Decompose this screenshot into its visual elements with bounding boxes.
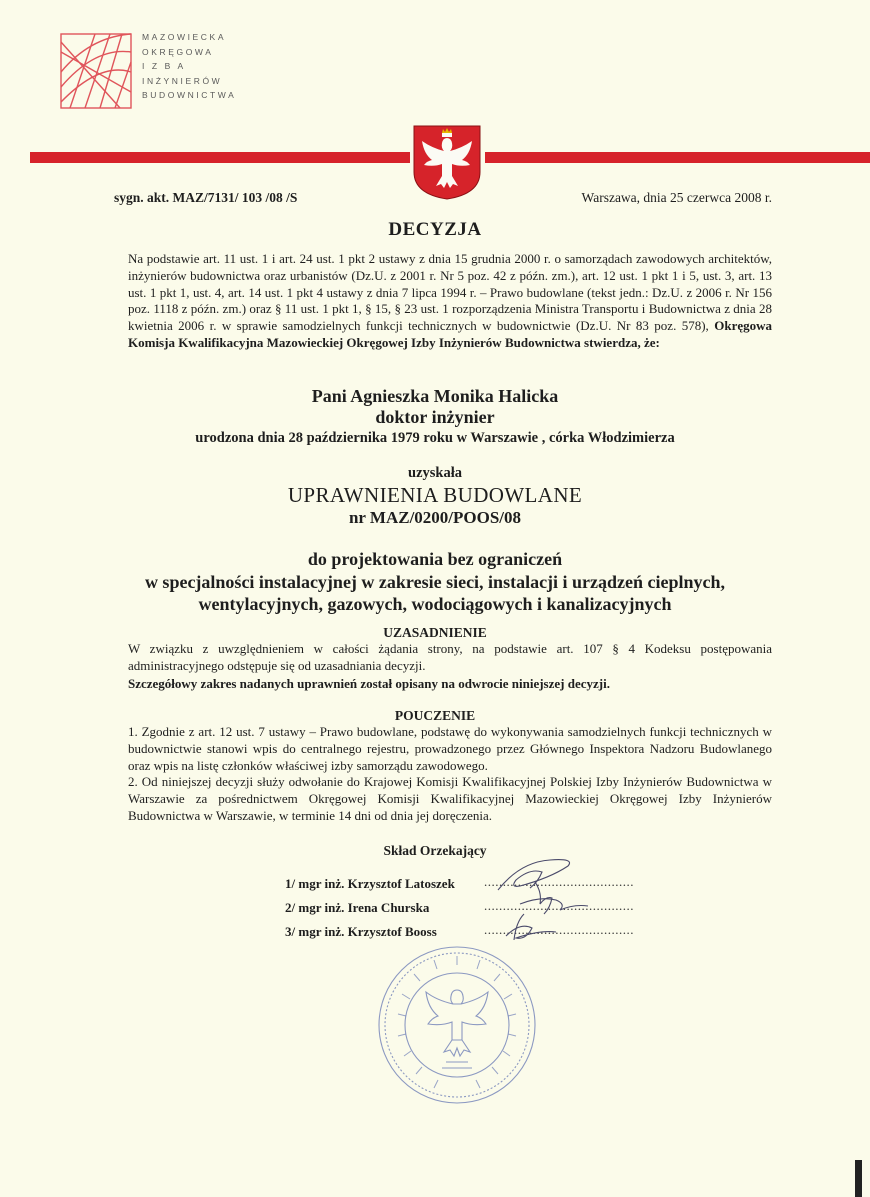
legal-basis-bold: Okręgowa Komisja Kwalifikacyjna Mazowieckiej Okręgowej Izby Inżynierów Budownictwa stwierdza, że: [128,318,773,350]
signature-line: ........................................ [484,922,634,937]
chamber-logo-text [142,30,236,103]
eagle-emblem-icon [412,124,482,200]
permit-scope-line: wentylacyjnych, gazowych, wodociągowych i kanalizacyjnych [198,594,672,614]
logo-line: I Z B A [142,61,186,71]
person-name: Pani Agnieszka Monika Halicka [311,386,559,406]
place-and-date: Warszawa, dnia 25 czerwca 2008 r. [581,190,772,205]
instruction-point-2: 2. Od niniejszej decyzji służy odwołanie do Krajowej Komisji Kwalifikacyjnej Polskiej Izby Inżynierów Budownictwa w Warszawie za pośrednictwem Okręgowej Komisji Kwalifikacyjnej Mazowieckiej Okręgowej Izby Inżynierów Budownictwa w Warszawie, w terminie 14 dni od dnia jej doręczenia. [128,774,772,823]
logo-line: OKRĘGOWA [142,46,214,57]
chamber-logo-icon [60,32,132,110]
justification-heading: UZASADNIENIE [383,625,487,640]
instruction-heading: POUCZENIE [394,708,476,723]
panel-member-name: 2/ mgr inż. Irena Churska [285,900,430,915]
person-degree: doktor inżynier [375,407,495,427]
signature-line: ........................................ [484,898,634,913]
legal-basis-paragraph [128,251,772,352]
case-reference: sygn. akt. MAZ/7131/ 103 /08 /S [114,190,298,205]
obtained-label: uzyskała [408,465,462,481]
justification-bold-note: Szczegółowy zakres nadanych uprawnień został opisany na odwrocie niniejszej decyzji. [128,676,610,691]
permit-title: UPRAWNIENIA BUDOWLANE [287,483,583,507]
legal-basis-text: Na podstawie art. 11 ust. 1 i art. 24 ust. 1 pkt 2 ustawy z dnia 15 grudnia 2000 r. o samorządach zawodowych architektów, inżynierów budownictwa oraz urbanistów (Dz.U. z 2001 r. Nr 5 poz. 42 z późn. zm.), art. 12 ust. 1 pkt 1 i 5, ust. 3, art. 13 ust. 1 pkt 1, ust. 4, art. 14 ust. 1 pkt 4 ustawy z dnia 7 lipca 1994 r. – Prawo budowlane (tekst jedn.: Dz.U. z 2006 r. Nr 156 poz. 1118 z późn. zm.) oraz § 11 ust. 1 pkt 1, § 15, § 23 ust. 1 rozporządzenia Ministra Transportu i Budownictwa z dnia 28 kwietnia 2006 r. w sprawie samodzielnych funkcji technicznych w budownictwie (Dz.U. Nr 83 poz. 578), [128,251,772,334]
handwritten-signatures-icon [480,852,590,947]
permit-scope-line: do projektowania bez ograniczeń [307,549,563,569]
panel-heading: Skład Orzekający [383,843,487,858]
page-edge-mark [855,1160,862,1197]
red-band-left [30,152,410,163]
instruction-text [128,724,772,825]
logo-line: MAZOWIECKA [142,32,227,42]
permit-scope-line: w specjalności instalacyjnej w zakresie sieci, instalacji i urządzeń cieplnych, [144,572,726,592]
instruction-point-1: 1. Zgodnie z art. 12 ust. 7 ustawy – Prawo budowlane, podstawę do wykonywania samodzielnych funkcji technicznych w budownictwie stanowi wpis do centralnego rejestru, prowadzonego przez Głównego Inspektora Nadzoru Budowlanego oraz wpis na listę członków właściwej izby samorządu zawodowego. [128,724,772,773]
person-birth-info: urodzona dnia 28 października 1979 roku w Warszawie , córka Włodzimierza [195,430,675,446]
signature-line: ........................................ [484,874,634,889]
permit-number: nr MAZ/0200/POOS/08 [348,508,522,527]
official-seal-icon [376,944,538,1106]
logo-line: INŻYNIERÓW [142,75,223,86]
document-title: DECYZJA [388,219,482,240]
red-band-right [485,152,870,163]
panel-member-name: 3/ mgr inż. Krzysztof Booss [285,924,437,939]
justification-text: W związku z uwzględnieniem w całości żądania strony, na podstawie art. 107 § 4 Kodeksu postępowania administracyjnego odstępuje się od uzasadniania decyzji. [128,641,772,673]
panel-member-name: 1/ mgr inż. Krzysztof Latoszek [285,876,455,891]
logo-line: BUDOWNICTWA [142,90,237,100]
